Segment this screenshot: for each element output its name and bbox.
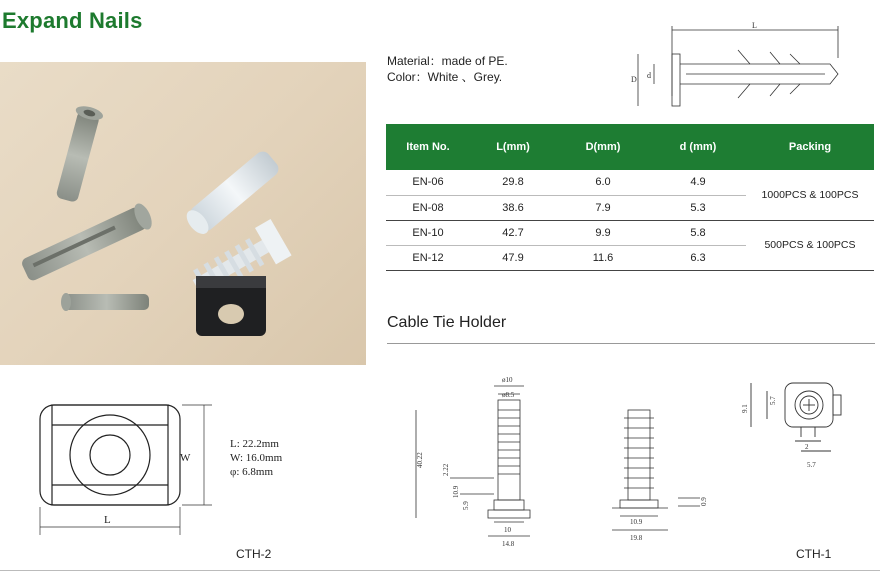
- dim-h09: 0.9: [700, 497, 708, 506]
- bottom-divider: [0, 570, 880, 571]
- cth1-dim-w57: 5.7: [807, 461, 816, 469]
- cth-side-drawing: [410, 370, 720, 550]
- page-title: Expand Nails: [2, 8, 143, 33]
- table-row: EN-08 38.6 7.9 5.3: [386, 195, 874, 220]
- cth2-spec-phi: φ: 6.8mm: [230, 466, 274, 478]
- grey-plug-2: [19, 201, 155, 284]
- col-D: D(mm): [585, 141, 621, 153]
- spec-color: Color：White 、Grey.: [387, 70, 503, 84]
- nail-dimension-drawing: [630, 18, 880, 110]
- dim-d85: ø8.5: [502, 391, 515, 399]
- table-header-row: [386, 124, 874, 170]
- cth1-dim-h91: 9.1: [741, 404, 749, 413]
- dim-h4022: 40.22: [416, 452, 424, 468]
- cth2-W-label: W: [180, 452, 191, 464]
- dim-h222: 2.22: [442, 463, 450, 476]
- table-row: EN-06 29.8 6.0 4.9 1000PCS & 100PCS: [386, 170, 874, 195]
- packing-group-2: 500PCS & 100PCS: [764, 239, 856, 251]
- cth1-dim-w2: 2: [805, 443, 809, 451]
- nail-L-label: L: [752, 21, 757, 30]
- grey-plug-3: [61, 293, 149, 311]
- table-row: EN-10 42.7 9.9 5.8 500PCS & 100PCS: [386, 220, 874, 245]
- section-divider: [387, 343, 875, 344]
- nail-D-label: D: [631, 75, 637, 84]
- dim-h109: 10.9: [452, 485, 460, 498]
- cth1-label: CTH-1: [796, 547, 832, 561]
- packing-group-1: 1000PCS & 100PCS: [761, 188, 859, 201]
- spec-material: Material：made of PE.: [387, 54, 508, 68]
- black-tie-holder: [196, 276, 266, 336]
- cth2-spec-W: W: 16.0mm: [230, 452, 283, 464]
- cth2-spec-L: L: 22.2mm: [230, 438, 279, 450]
- grey-plug-1: [53, 104, 105, 204]
- dim-w109b: 10.9: [630, 518, 643, 526]
- col-d: d (mm): [679, 141, 717, 153]
- dim-w10: 10: [504, 526, 511, 534]
- cth2-drawing: [30, 395, 340, 545]
- nail-spec-table: [386, 124, 874, 271]
- cth1-drawing: [735, 375, 875, 475]
- col-L: L(mm): [496, 141, 530, 153]
- dim-w198: 19.8: [630, 534, 643, 542]
- table-row: EN-12 47.9 11.6 6.3: [386, 245, 874, 270]
- col-item: Item No.: [406, 141, 450, 153]
- cth2-L-label: L: [104, 514, 111, 526]
- dim-d10: ø10: [502, 376, 513, 384]
- nail-d-label: d: [647, 71, 651, 80]
- cth2-label: CTH-2: [236, 547, 272, 561]
- product-photo: [0, 62, 366, 365]
- cth1-dim-h57: 5.7: [769, 396, 777, 405]
- col-packing: Packing: [788, 141, 832, 153]
- dim-w148: 14.8: [502, 540, 515, 548]
- cable-tie-holder-title: Cable Tie Holder: [387, 314, 507, 331]
- dim-h59: 5.9: [462, 501, 470, 510]
